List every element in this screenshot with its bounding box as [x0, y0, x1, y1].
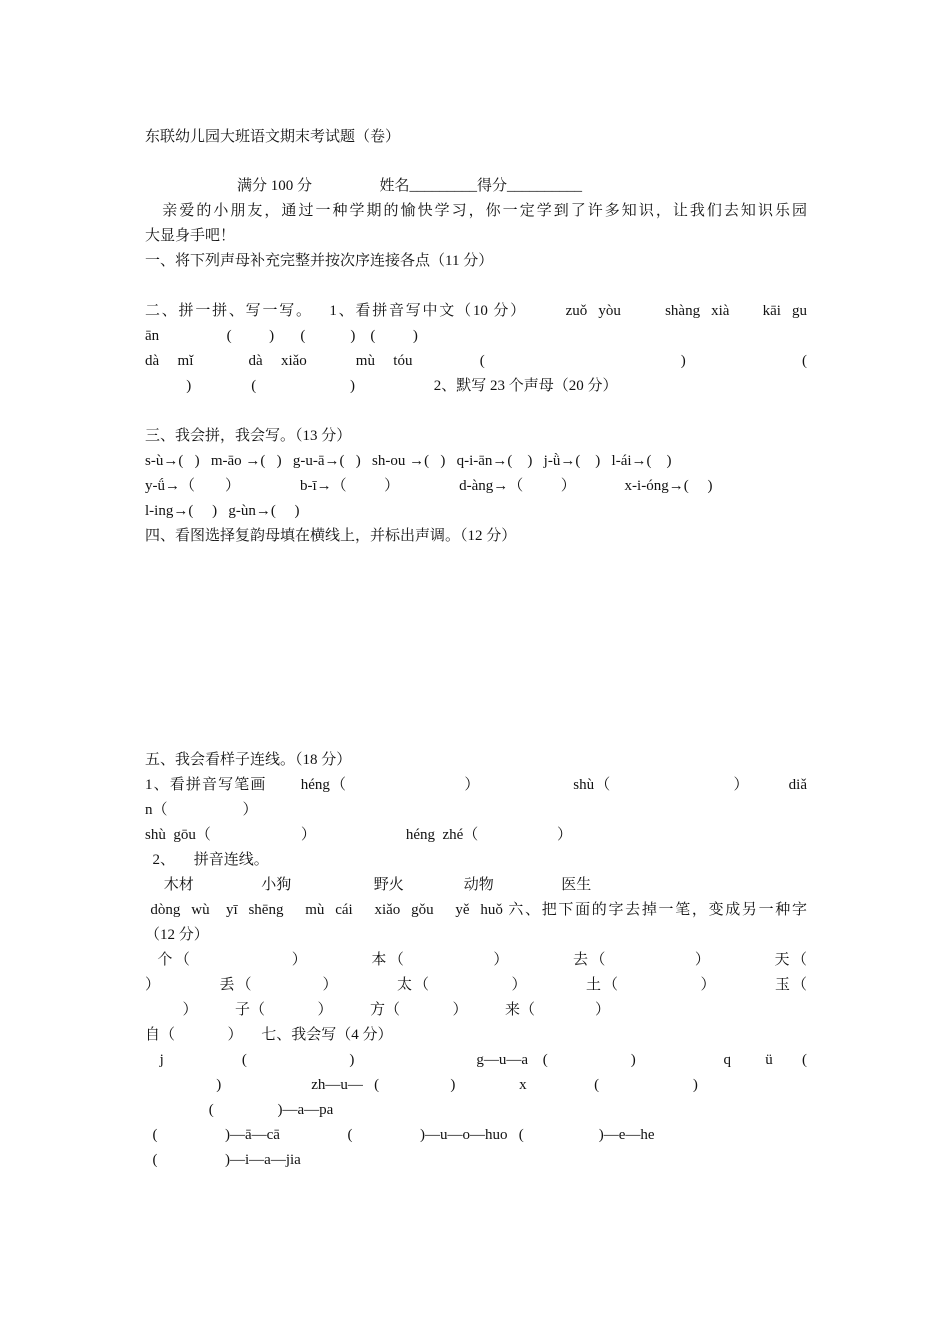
section-6-score: （12 分） — [145, 927, 209, 943]
section-2-line-3: dà mǐ dà xiǎo mù tóu ( ) ( — [145, 353, 807, 369]
section-3-line-2: y-ǘ→（ ） b-ī→（ ） d-àng→（ ） x-i-óng→( ) — [145, 478, 713, 494]
score-name-line: 满分 100 分 姓名_________得分__________ — [237, 178, 583, 194]
section-6-line-1: 个（ ） 本（ ） 去（ ） 天（ — [145, 952, 807, 968]
section-6-line-4: 自（ ） 七、我会写（4 分） — [145, 1027, 393, 1043]
section-2-line-1: 二、拼一拼、写一写。 1、看拼音写中文（10 分） zuǒ yòu shàng xià kāi gu — [145, 303, 807, 319]
section-2-line-4: ) ( ) 2、默写 23 个声母（20 分） — [145, 378, 618, 394]
section-7-line-1: j ( ) g—u—a ( ) q ü ( — [145, 1052, 807, 1068]
intro-line-2: 大显身手吧！ — [145, 228, 236, 244]
section-5-line-3: shù gōu（ ） héng zhé（ ） — [145, 827, 573, 843]
section-5-sub-2: 2、 拼音连线。 — [145, 852, 269, 868]
section-4-heading: 四、看图选择复韵母填在横线上，并标出声调。（12 分） — [145, 528, 517, 544]
section-5-heading: 五、我会看样子连线。（18 分） — [145, 752, 352, 768]
section-5-pinyin: dòng wù yī shēng mù cái xiǎo gǒu yě huǒ 六、把下面的字去掉一笔，变成另一种字 — [145, 902, 807, 918]
section-6-line-2: ） 丢（ ） 太（ ） 土（ ） 玉（ — [145, 977, 807, 993]
section-3-heading: 三、我会拼，我会写。（13 分） — [145, 428, 352, 444]
section-7-line-3: ( )—a—pa — [145, 1102, 334, 1118]
intro-line-1: 亲爱的小朋友，通过一种学期的愉快学习，你一定学到了许多知识，让我们去知识乐园 — [145, 203, 807, 219]
section-3-line-3: l-ing→( ) g-ùn→( ) — [145, 503, 300, 519]
section-3-line-1: s-ù→( ) m-āo →( ) g-u-ā→( ) sh-ou →( ) q-i-ān→( ) j-ǜ→( ) l-ái→( ) — [145, 453, 672, 469]
section-5-words: 木材 小狗 野火 动物 医生 — [145, 877, 592, 893]
exam-title: 东联幼儿园大班语文期末考试题（卷） — [145, 129, 401, 145]
section-2-line-2: ān ( ) ( ) ( ) — [145, 328, 418, 344]
section-5-line-2: n（ ） — [145, 802, 258, 818]
section-7-line-2: ) zh—u— ( ) x ( ) — [145, 1077, 698, 1093]
section-6-line-3: ） 子（ ） 方（ ） 来（ ） — [145, 1002, 611, 1018]
section-7-line-4: ( )—ā—cā ( )—u—o—huo ( )—e—he — [145, 1127, 655, 1143]
section-7-line-5: ( )—i—a—jia — [145, 1152, 301, 1168]
section-1-heading: 一、将下列声母补充完整并按次序连接各点（11 分） — [145, 253, 494, 269]
section-5-line-1: 1、看拼音写笔画 héng（ ） shù（ ） diǎ — [145, 777, 807, 793]
